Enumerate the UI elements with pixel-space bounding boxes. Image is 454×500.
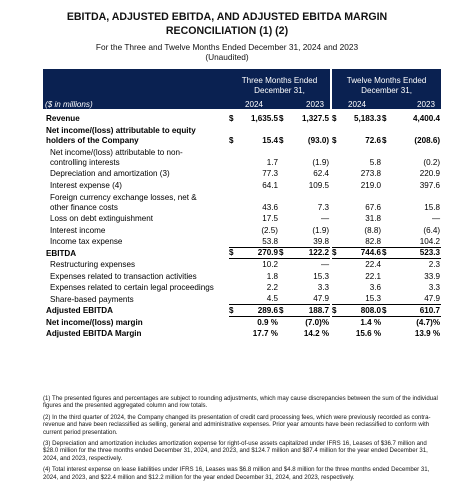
cell-value: (4.7)% bbox=[416, 317, 441, 327]
cell-value: (1.9) bbox=[312, 225, 330, 235]
footnotes bbox=[43, 395, 441, 485]
cell-value: (93.0) bbox=[307, 135, 330, 145]
header-three-months: Three Months Ended December 31, bbox=[229, 69, 331, 96]
cell-value: 397.6 bbox=[419, 180, 441, 190]
currency-symbol: $ bbox=[382, 113, 387, 123]
row-label: Expenses related to certain legal proceedings bbox=[50, 283, 214, 292]
cell-value: 5,183.3 bbox=[354, 113, 382, 123]
row-label: Expenses related to transaction activities bbox=[50, 271, 197, 281]
table-row bbox=[43, 179, 441, 191]
footnote: (1) The presented figures and percentages are subject to rounding adjustments, which may cause discrepancies between the sum of the individual figures and the presented aggregated column and row totals. bbox=[43, 395, 438, 410]
footnote: (4) Total interest expense on lease liabilities under IFRS 16, Leases was $6.8 million and $4.8 million for the three months ended December 31, 2024, and 2023, and $22.4 million and $12.2 million for the year ended December 31, 2024, and 2023, respectively. bbox=[43, 466, 430, 481]
cell-value: 5.8 bbox=[369, 157, 382, 167]
subtitle-line-1: For the Three and Twelve Months Ended December 31, 2024 and 2023 bbox=[95, 42, 359, 52]
report-title bbox=[0, 11, 454, 38]
cell-value: 188.7 bbox=[288, 305, 331, 317]
header-year: 2024 bbox=[229, 96, 279, 109]
cell-value: 31.8 bbox=[365, 214, 382, 223]
cell-value: 1.4 % bbox=[360, 317, 382, 327]
cell-value: — bbox=[431, 214, 441, 223]
cell-value: 15.3 bbox=[313, 271, 330, 281]
currency-symbol: $ bbox=[229, 247, 238, 259]
row-label: Interest income bbox=[50, 225, 106, 235]
row-label: Adjusted EBITDA bbox=[46, 306, 113, 315]
cell-value: 4,400.4 bbox=[413, 113, 441, 123]
cell-value: 109.5 bbox=[308, 180, 330, 190]
table-row bbox=[43, 259, 441, 271]
currency-symbol: $ bbox=[279, 135, 284, 145]
reconciliation-table bbox=[43, 69, 441, 339]
cell-value: 82.8 bbox=[365, 236, 382, 246]
row-label: Depreciation and amortization (3) bbox=[50, 169, 170, 178]
currency-symbol: $ bbox=[382, 247, 391, 259]
currency-symbol: $ bbox=[279, 113, 284, 123]
row-label: Foreign currency exchange losses, net & other finance costs bbox=[50, 192, 197, 212]
currency-symbol: $ bbox=[382, 135, 387, 145]
table-row bbox=[43, 247, 441, 259]
currency-symbol: $ bbox=[331, 112, 340, 124]
cell-value: 523.3 bbox=[391, 247, 441, 259]
currency-symbol: $ bbox=[382, 305, 391, 317]
cell-value: 289.6 bbox=[238, 305, 279, 317]
footnote: (3) Depreciation and amortization includes amortization expense for right-of-use assets capitalized under IFRS 16, Leases of $36.7 million and $28.0 million for the three months ended December 31, 2024, and 2023, and $124.7 million and $87.4 million for the year ended December 31, 2024, and 2023, respectively. bbox=[43, 440, 428, 462]
table-row bbox=[43, 316, 441, 328]
row-label: Income tax expense bbox=[50, 237, 123, 246]
cell-value: (1.9) bbox=[312, 157, 330, 167]
cell-value: 72.6 bbox=[365, 135, 382, 145]
header-unit: ($ in millions) bbox=[43, 96, 229, 109]
cell-value: (208.6) bbox=[414, 135, 441, 145]
cell-value: 220.9 bbox=[419, 169, 441, 178]
row-label: EBITDA bbox=[46, 248, 77, 258]
cell-value: 33.9 bbox=[424, 271, 441, 281]
table-row bbox=[43, 146, 441, 168]
cell-value: (7.0)% bbox=[305, 317, 330, 327]
cell-value: 17.7 % bbox=[252, 329, 278, 338]
cell-value: 77.3 bbox=[262, 169, 278, 178]
row-label: Net income/(loss) margin bbox=[46, 317, 143, 327]
table-row bbox=[43, 270, 441, 282]
cell-value: 39.8 bbox=[313, 236, 330, 246]
footnote: (2) In the third quarter of 2024, the Company changed its presentation of credit card processing fees, which were previously recorded as contra-revenue and have been reclassified as selling, general and administrative expenses. Prior year amounts have been reclassified to conform with current period presentation. bbox=[43, 413, 431, 436]
cell-value: 15.8 bbox=[424, 202, 441, 212]
header-twelve-months: Twelve Months Ended December 31, bbox=[331, 69, 441, 96]
currency-symbol: $ bbox=[331, 124, 340, 146]
table-row bbox=[43, 328, 441, 340]
cell-value: 808.0 bbox=[340, 305, 382, 317]
cell-value: 744.6 bbox=[340, 247, 382, 259]
table-row bbox=[43, 236, 441, 248]
header-row-periods bbox=[43, 69, 441, 96]
table-row bbox=[43, 224, 441, 236]
currency-symbol: $ bbox=[331, 247, 340, 259]
cell-value: 1.7 bbox=[266, 157, 278, 167]
table-row bbox=[43, 282, 441, 294]
cell-value: (6.4) bbox=[423, 225, 441, 235]
header-year: 2023 bbox=[382, 96, 441, 109]
cell-value: 104.2 bbox=[419, 236, 441, 246]
row-label: Adjusted EBITDA Margin bbox=[46, 329, 142, 338]
row-label: Loss on debt extinguishment bbox=[50, 214, 154, 223]
header-row-years bbox=[43, 96, 441, 109]
cell-value: (2.5) bbox=[261, 225, 278, 235]
table-row bbox=[43, 168, 441, 180]
currency-symbol: $ bbox=[229, 135, 234, 145]
currency-symbol: $ bbox=[229, 305, 238, 317]
row-label: Share-based payments bbox=[50, 294, 134, 304]
currency-symbol: $ bbox=[279, 305, 288, 317]
cell-value: 64.1 bbox=[262, 180, 278, 190]
header-year: 2024 bbox=[331, 96, 382, 109]
row-label: Interest expense (4) bbox=[50, 180, 122, 190]
cell-value: 1.8 bbox=[266, 271, 278, 281]
cell-value: 0.9 % bbox=[257, 317, 278, 327]
cell-value: 62.4 bbox=[313, 169, 330, 178]
cell-value: 270.9 bbox=[238, 247, 279, 259]
cell-value: 47.9 bbox=[313, 294, 330, 303]
cell-value: 15.4 bbox=[262, 135, 278, 145]
cell-value: — bbox=[320, 260, 330, 269]
cell-value: 3.6 bbox=[369, 283, 382, 292]
table-row bbox=[43, 305, 441, 317]
row-label: Restructuring expenses bbox=[50, 260, 136, 269]
header-year: 2023 bbox=[279, 96, 331, 109]
cell-value: 10.2 bbox=[262, 260, 278, 269]
cell-value: 14.2 % bbox=[303, 329, 330, 338]
row-label: Net income/(loss) attributable to equity holders of the Company bbox=[46, 125, 196, 145]
table-row bbox=[43, 293, 441, 305]
cell-value: 13.9 % bbox=[414, 329, 441, 338]
cell-value: 1,635.5 bbox=[250, 113, 278, 123]
cell-value: 122.2 bbox=[288, 247, 331, 259]
cell-value: 47.9 bbox=[424, 294, 441, 303]
cell-value: 219.0 bbox=[360, 180, 382, 190]
cell-value: 15.3 bbox=[365, 294, 382, 303]
cell-value: 67.6 bbox=[365, 202, 382, 212]
cell-value: 610.7 bbox=[391, 305, 441, 317]
cell-value: 7.3 bbox=[317, 202, 330, 212]
row-label: Net income/(loss) attributable to non-controlling interests bbox=[50, 147, 183, 167]
table-row bbox=[43, 213, 441, 225]
table-row bbox=[43, 112, 441, 124]
cell-value: 2.3 bbox=[428, 260, 441, 269]
currency-symbol: $ bbox=[229, 113, 234, 123]
cell-value: 2.2 bbox=[266, 283, 278, 292]
cell-value: 43.6 bbox=[262, 202, 278, 212]
subtitle-line-2: (Unaudited) bbox=[205, 52, 249, 62]
cell-value: 1,327.5 bbox=[302, 113, 330, 123]
cell-value: 53.8 bbox=[262, 236, 278, 246]
table-row bbox=[43, 191, 441, 213]
currency-symbol: $ bbox=[331, 305, 340, 317]
cell-value: (0.2) bbox=[423, 157, 441, 167]
cell-value: 3.3 bbox=[428, 283, 441, 292]
cell-value: 273.8 bbox=[360, 169, 382, 178]
cell-value: 15.6 % bbox=[355, 329, 382, 338]
currency-symbol: $ bbox=[279, 247, 288, 259]
title-line-2: RECONCILIATION (1) (2) bbox=[165, 24, 289, 37]
cell-value: 4.5 bbox=[266, 294, 278, 303]
title-line-1: EBITDA, ADJUSTED EBITDA, AND ADJUSTED EBITDA MARGIN bbox=[66, 11, 388, 23]
table-row bbox=[43, 124, 441, 146]
cell-value: 3.3 bbox=[317, 283, 330, 292]
cell-value: 17.5 bbox=[262, 214, 278, 223]
cell-value: 22.4 bbox=[365, 260, 382, 269]
cell-value: 22.1 bbox=[365, 271, 382, 281]
cell-value: (8.8) bbox=[364, 225, 382, 235]
cell-value: — bbox=[320, 214, 330, 223]
report-subtitle bbox=[0, 42, 454, 62]
row-label: Revenue bbox=[46, 113, 80, 123]
